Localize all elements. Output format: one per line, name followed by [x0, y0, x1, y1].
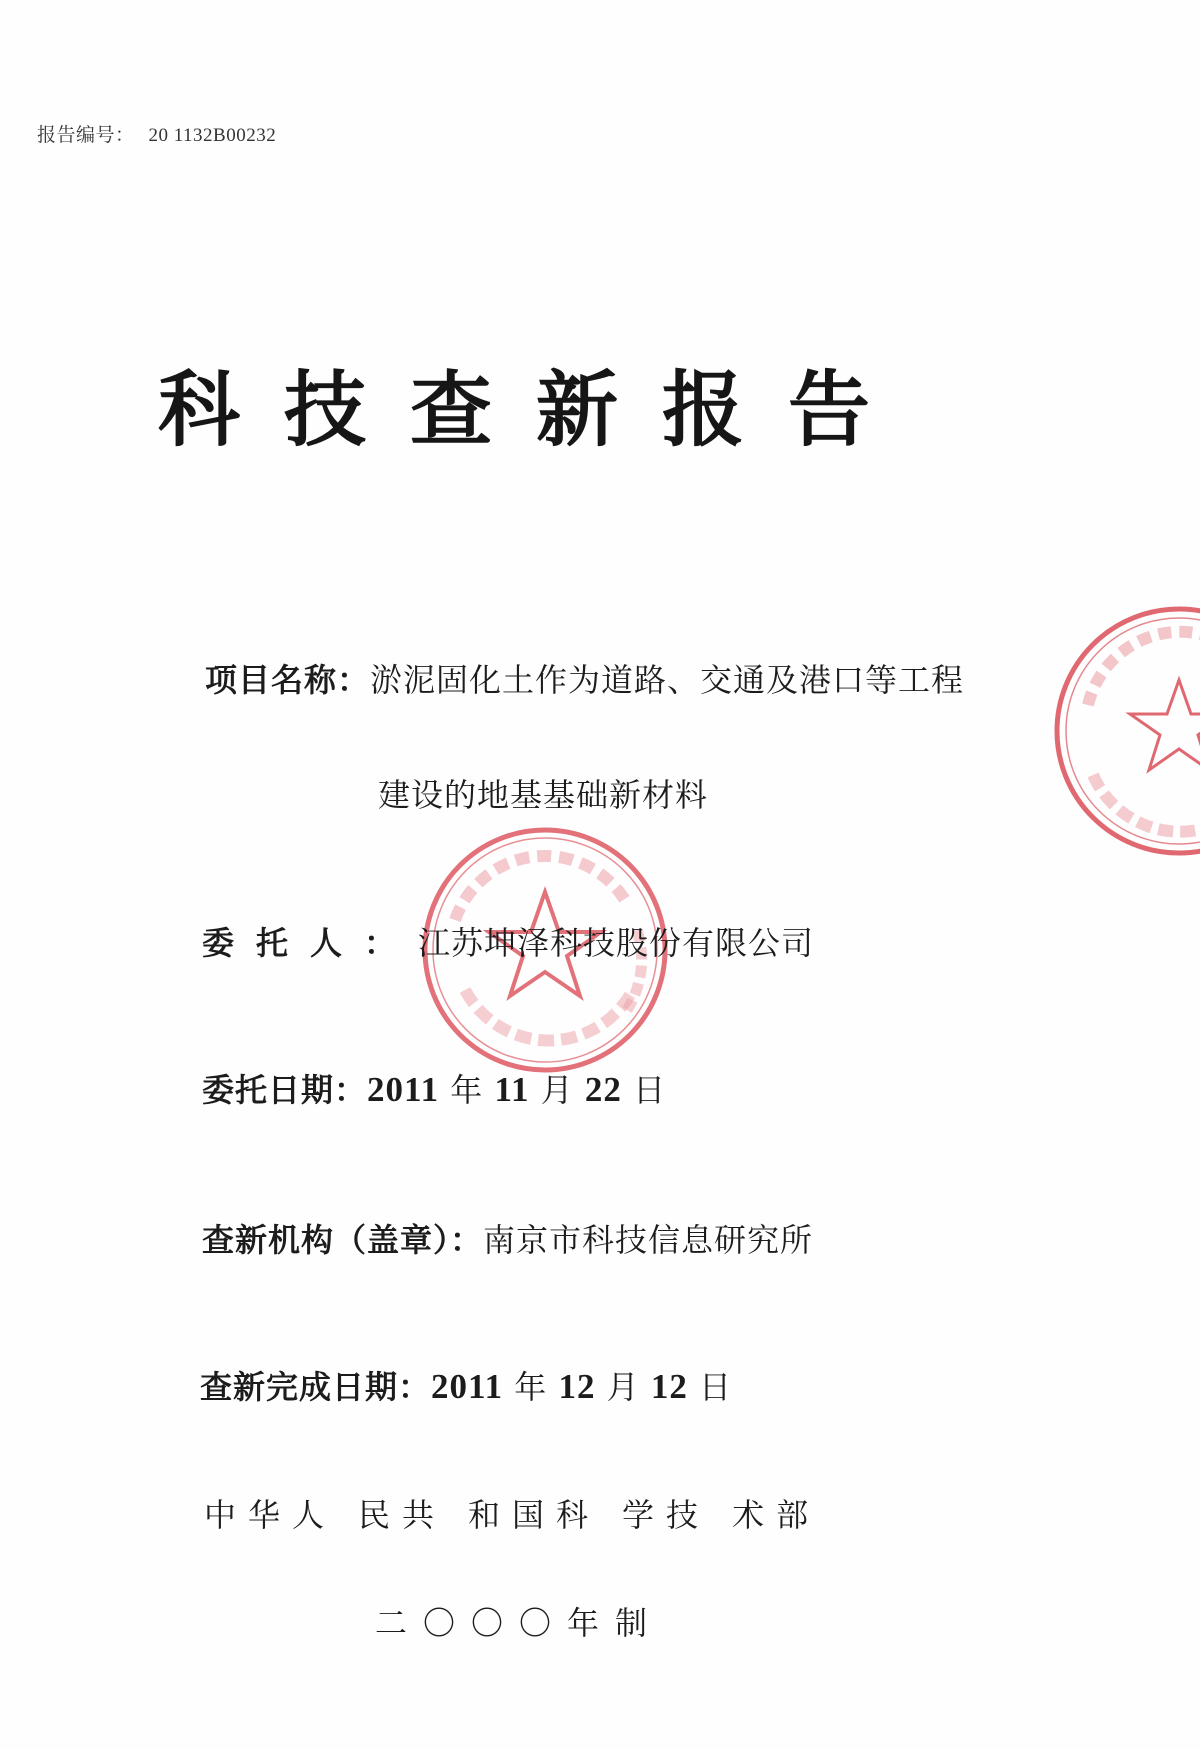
client-value: 江苏坤泽科技股份有限公司	[418, 924, 815, 962]
agency-label: 查新机构（盖章）：	[202, 1221, 484, 1259]
report-number-value: 20 1132B00232	[148, 125, 277, 146]
finish-date-month: 12	[558, 1367, 596, 1406]
issuing-ministry	[204, 1490, 820, 1536]
report-number	[37, 120, 276, 147]
finish-date-label: 查新完成日期：	[200, 1368, 432, 1406]
finish-date-year-unit: 年	[514, 1368, 548, 1406]
ministry-part-5: 术部	[732, 1496, 821, 1534]
entrust-date-day-unit: 日	[633, 1071, 667, 1109]
client-label: 委托人：	[202, 924, 419, 962]
agency-row	[202, 1215, 813, 1261]
finish-date-month-unit: 月	[606, 1368, 640, 1406]
finish-date-year: 2011	[431, 1367, 504, 1406]
finish-date-day: 12	[650, 1367, 688, 1406]
project-name-value-line2: 建设的地基基础新材料	[378, 776, 709, 814]
client-row	[202, 918, 814, 964]
edge-seal-stamp	[1048, 600, 1200, 862]
page-title: 科技查新报告	[158, 362, 915, 458]
entrust-date-year-unit: 年	[450, 1071, 484, 1109]
project-name-value-line1: 淤泥固化土作为道路、交通及港口等工程	[370, 661, 965, 699]
entrust-date-label: 委托日期：	[202, 1071, 368, 1109]
ministry-part-1: 中华人	[204, 1496, 337, 1534]
entrust-date-month: 11	[494, 1070, 530, 1109]
ministry-part-4: 学技	[622, 1496, 711, 1534]
entrust-date-year: 2011	[367, 1070, 440, 1109]
report-number-label: 报告编号：	[37, 125, 135, 146]
ministry-part-3: 和国科	[468, 1496, 601, 1534]
finish-date-day-unit: 日	[698, 1368, 732, 1406]
entrust-date-row	[202, 1065, 666, 1111]
project-name-continuation	[378, 770, 708, 816]
edition-year: 二〇〇〇年制	[375, 1604, 664, 1642]
project-name-label: 项目名称：	[205, 661, 371, 699]
entrust-date-month-unit: 月	[540, 1071, 574, 1109]
agency-value: 南京市科技信息研究所	[483, 1221, 814, 1259]
finish-date-row	[200, 1362, 732, 1408]
project-name-row	[205, 655, 964, 701]
entrust-date-day: 22	[584, 1070, 622, 1109]
ministry-part-2: 民共	[358, 1496, 447, 1534]
